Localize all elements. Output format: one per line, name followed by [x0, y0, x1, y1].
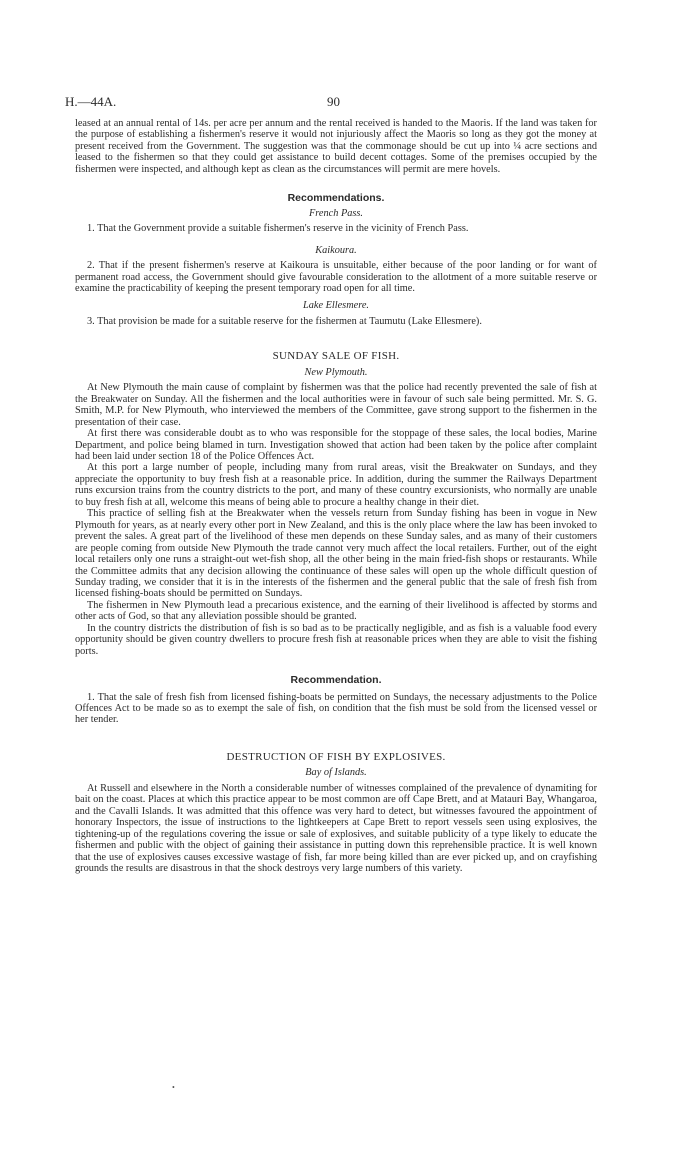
recommendations-heading: Recommendations.: [287, 192, 385, 205]
page-number: 90: [327, 94, 340, 109]
sunday-sale-paragraph-1: At New Plymouth the main cause of complaint by fishermen was that the police had recently prevented the sale of fish at the Breakwater on Sunday. All the fishermen and the local authorities were in favour of such sale being permitted. Mr. S. G. Smith, M.P. for New Plymouth, who interviewed the members of the Committee, gave strong support to the fishermen in the presentation of their case.: [75, 382, 597, 428]
sunday-sale-paragraph-4: This practice of selling fish at the Breakwater when the vessels return from Sunday fishing has been in vogue in New Plymouth for years, as at nearly every other port in New Zealand, and this is the only place where the law has been invoked to prevent the sales. A great part of the livelihood of these men depends on these Sunday sales, and as many of their customers are people coming from outside New Plymouth the trade cannot very much affect the local retailers. Further, out of the eight local retailers only one runs a straight-out wet-fish shop, all the other being in the main fried-fish shops or restaurants. While the Committee admits that any decision allowing the continuance of these sales will open up the whole difficult question of Sunday trading, we consider that it is in the interests of the fishermen and the general public that the sale of fresh fish from licensed fishing-boats should be permitted on Sundays.: [75, 508, 597, 600]
explosives-paragraph-1: At Russell and elsewhere in the North a considerable number of witnesses complained of the prevalence of dynamiting for bait on the coast. Places at which this practice appear to be most common are off Cape Brett, and at Matauri Bay, Whangaroa, and the Cavalli Islands. It was admitted that this offence was very hard to detect, but witnesses favoured the appointment of honorary Inspectors, the issue of instructions to the lightkeepers at Cape Brett to report vessels seen using explosives, the tightening-up of the regulations covering the issue or sale of explosives, and suitable publicity of a type likely to educate the fishermen and public with the object of gaining their assistance in putting down this reprehensible practice. It is well known that the use of explosives causes excessive wastage of fish, far more being killed than are ever picked up, and on crayfishing grounds the results are disastrous in that the shock destroys very large numbers of this variety.: [75, 782, 597, 875]
document-reference: H.—44A.: [65, 94, 117, 109]
sunday-sale-paragraph-3: At this port a large number of people, including many from rural areas, visit the Breakwater on Sundays, and they appreciate the opportunity to buy fresh fish at a reasonable price. In addition, during the summer the Railways Department runs excursion trains from the country districts to the port, and many of these country excursionists, who normally are unable to buy fresh fish at all, welcome this means of being able to procure a healthy change in their diet.: [75, 462, 597, 508]
page-body: [75, 118, 597, 874]
kaikoura-heading: Kaikoura.: [315, 244, 357, 256]
sunday-sale-paragraph-6: In the country districts the distribution of fish is so bad as to be practically negligible, and as fish is a valuable food every opportunity should be given country dwellers to procure fresh fish at reasonable prices when they are able to visit the fishing ports.: [75, 622, 597, 657]
recommendation-heading: Recommendation.: [290, 674, 382, 687]
explosives-heading: DESTRUCTION OF FISH BY EXPLOSIVES.: [226, 750, 446, 763]
lake-ellesmere-heading: Lake Ellesmere.: [303, 300, 369, 312]
stray-mark: •: [172, 1083, 175, 1092]
sunday-sale-paragraph-5: The fishermen in New Plymouth lead a precarious existence, and the earning of their livelihood is affected by storms and other acts of God, so that any alleviation possible should be granted.: [75, 599, 597, 623]
intro-paragraph: leased at an annual rental of 14s. per acre per annum and the rental received is handed to the Maoris. If the land was taken for the purpose of establishing a fishermen's reserve it would not injuriously affect the Maoris so long as they got the money at present received from the Government. The suggestion was that the commonage should be cut up into ¼ acre sections and leased to the fishermen so that they could get assistance to build decent cottages. Some of the premises occupied by the fishermen were inspected, and although kept as clean as the circumstances will permit are mere hovels.: [75, 118, 597, 175]
french-pass-heading: French Pass.: [309, 207, 363, 219]
new-plymouth-heading: New Plymouth.: [304, 366, 368, 378]
recommendation-item-3: 3. That provision be made for a suitable reserve for the fishermen at Taumutu (Lake Ellesmere).: [87, 315, 482, 327]
recommendation-item-2: 2. That if the present fishermen's reserve at Kaikoura is unsuitable, either because of the poor landing or for want of permanent road access, the Government should give favourable consideration to the allotment of a more suitable reserve or examine the practicability of keeping the present temporary road open for all time.: [75, 260, 597, 294]
sunday-recommendation-item-1: 1. That the sale of fresh fish from licensed fishing-boats be permitted on Sundays, the necessary adjustments to the Police Offences Act to be made so as to exempt the sale of fish, on condition that the fish must be sold from the licensed vessel or her tender.: [75, 691, 597, 726]
sunday-sale-paragraph-2: At first there was considerable doubt as to who was responsible for the stoppage of these sales, the local bodies, Marine Department, and police being blamed in turn. Investigation showed that action had been taken by the police after complaint had been laid under section 18 of the Police Offences Act.: [75, 428, 597, 462]
bay-of-islands-heading: Bay of Islands.: [305, 767, 367, 779]
recommendation-item-1: 1. That the Government provide a suitable fishermen's reserve in the vicinity of French Pass.: [87, 223, 469, 235]
sunday-sale-heading: SUNDAY SALE OF FISH.: [272, 350, 400, 363]
